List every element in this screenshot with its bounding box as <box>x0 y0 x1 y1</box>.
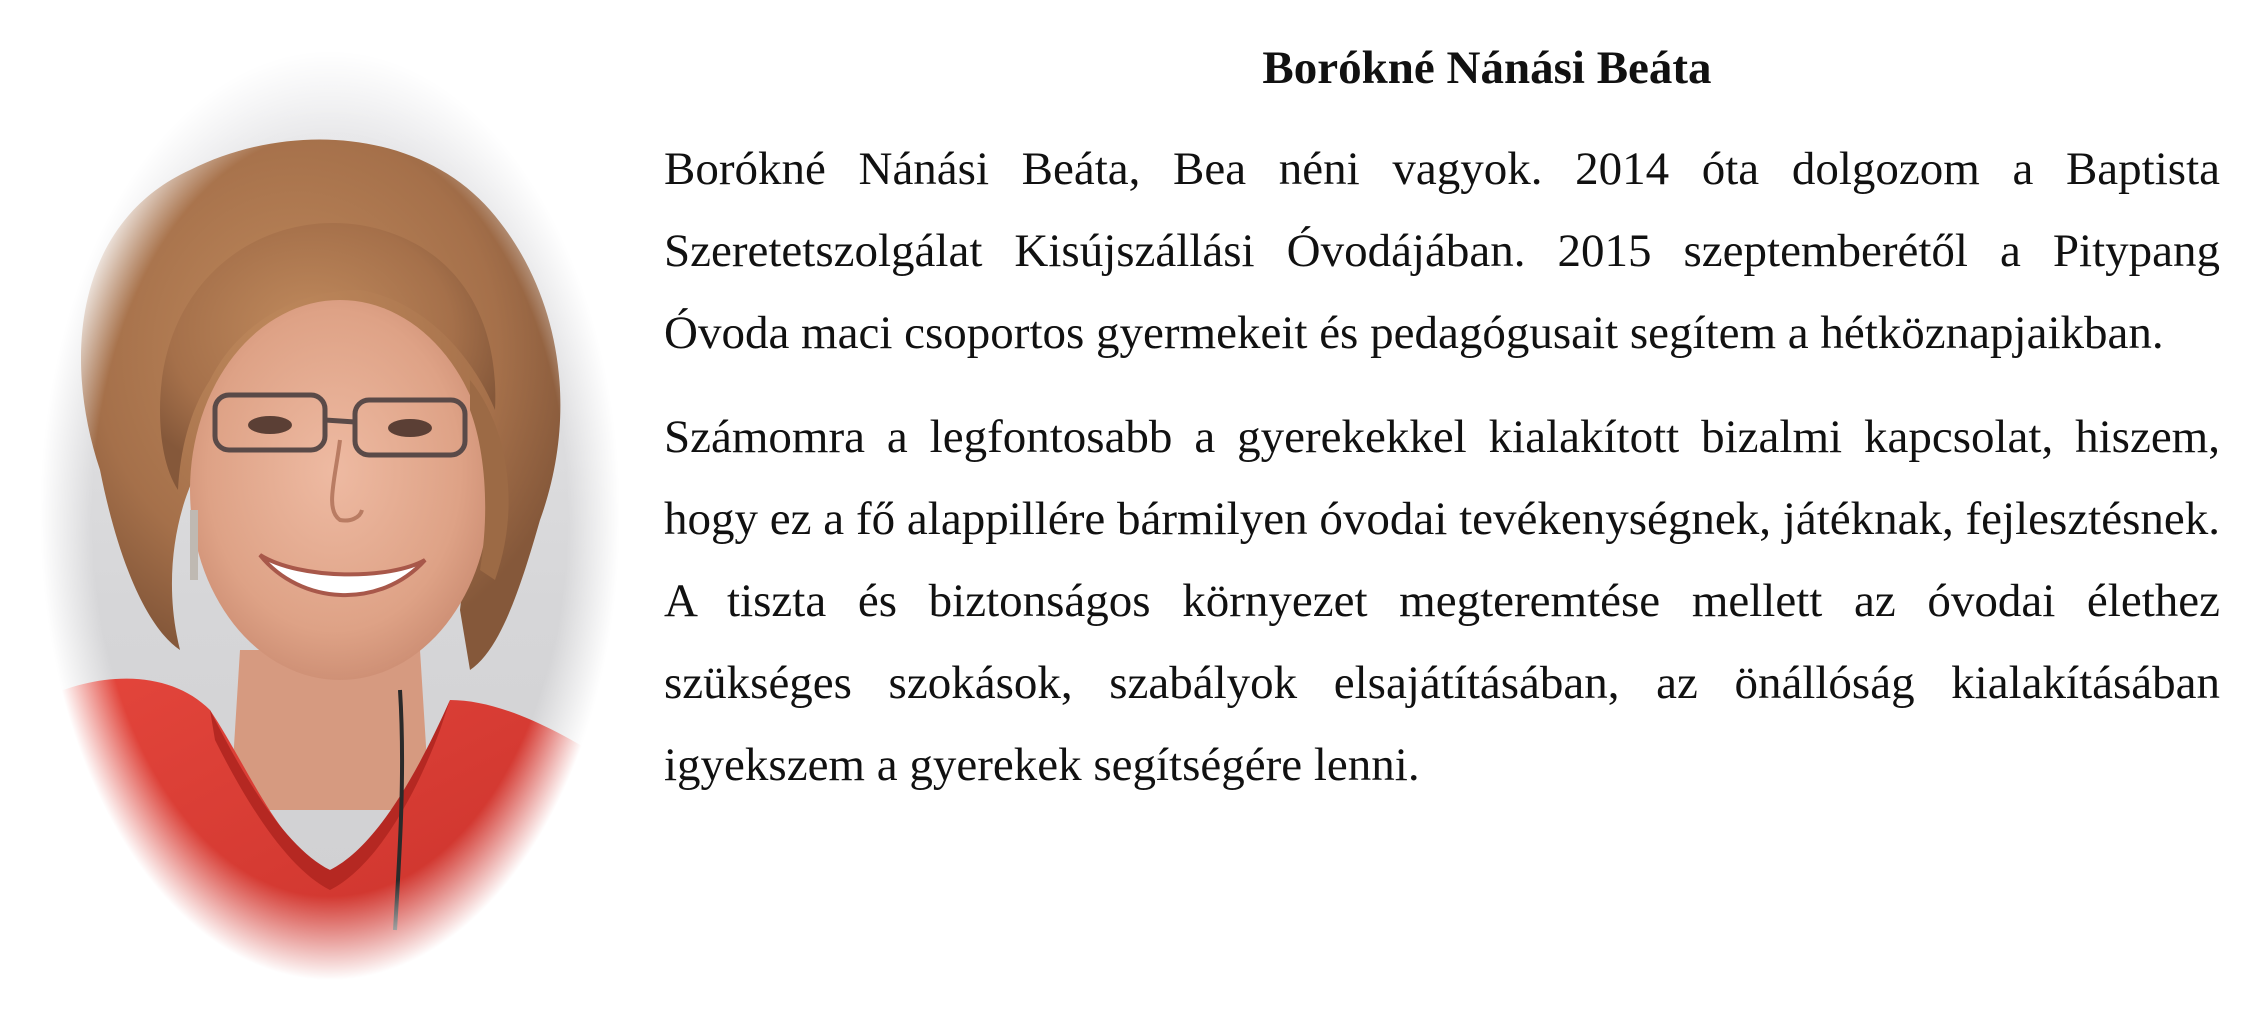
page-title: Borókné Nánási Beáta <box>1262 42 1712 94</box>
biography-text <box>664 36 2220 828</box>
paragraph-philosophy: Számomra a legfontosabb a gyerekekkel kialakított bizalmi kapcsolat, hiszem, hogy ez a fő alappillére bármilyen óvodai tevékenységnek, játéknak, fejlesztésnek. A tiszta és biztonságos környezet megteremtése mellett az óvodai élethez szükséges szokások, szabályok elsajátításában, az önállóság kialakításában igyekszem a gyerekek segítségére lenni. <box>664 411 2220 791</box>
portrait-photo <box>40 50 620 980</box>
paragraph-intro: Borókné Nánási Beáta, Bea néni vagyok. 2014 óta dolgozom a Baptista Szeretetszolgálat Kisújszállási Óvodájában. 2015 szeptemberétől a Pitypang Óvoda maci csoportos gyermekeit és pedagógusait segítem a hétköznapjaikban. <box>664 143 2220 359</box>
